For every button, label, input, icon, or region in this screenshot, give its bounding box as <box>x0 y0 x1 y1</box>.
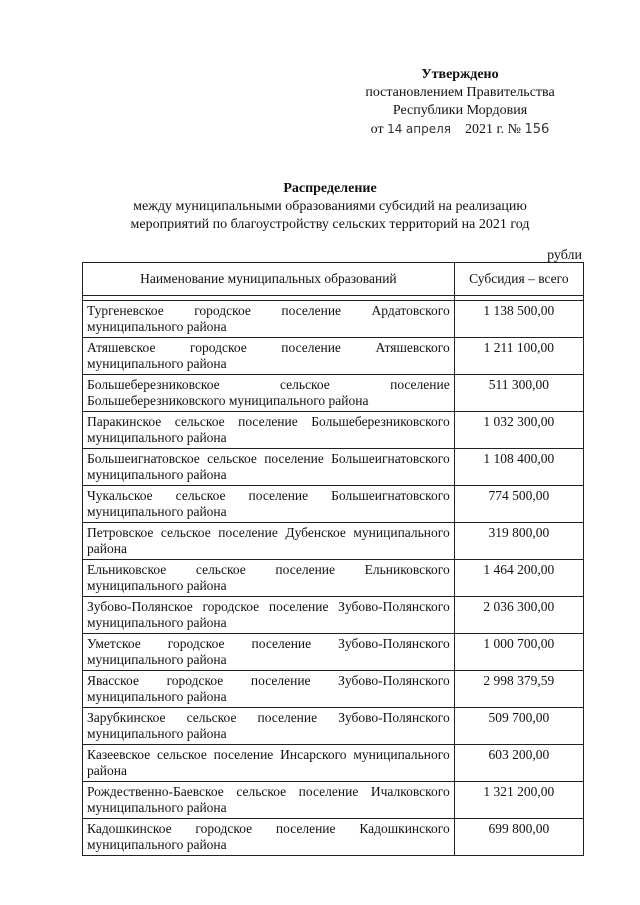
municipality-name: Зарубкинское сельское поселение Зубово-Полянского муниципального района <box>83 708 455 745</box>
date-month: апреля <box>405 122 451 136</box>
municipality-name: Рождественно-Баевское сельское поселение Ичалковского муниципального района <box>83 782 455 819</box>
table-row <box>83 338 584 375</box>
subsidy-amount: 699 800,00 <box>454 819 583 856</box>
subsidy-amount: 2 036 300,00 <box>454 597 583 634</box>
subsidy-amount: 1 211 100,00 <box>454 338 583 375</box>
table-row <box>83 449 584 486</box>
document-subtitle-1: между муниципальными образованиями субсидий на реализацию <box>133 199 527 214</box>
unit-label: рубли <box>547 248 582 263</box>
table-row <box>83 671 584 708</box>
subsidy-amount: 1 108 400,00 <box>454 449 583 486</box>
approval-date-line <box>340 120 580 139</box>
approval-line-1: постановлением Правительства <box>365 85 555 100</box>
subsidy-table <box>82 262 584 856</box>
table-body <box>83 296 584 856</box>
subsidy-amount: 319 800,00 <box>454 523 583 560</box>
date-year: 2021 г. № <box>464 122 521 137</box>
table-row <box>83 375 584 412</box>
subsidy-amount: 1 032 300,00 <box>454 412 583 449</box>
subsidy-amount: 509 700,00 <box>454 708 583 745</box>
approval-line-2: Республики Мордовия <box>392 103 528 118</box>
document-subtitle-2: мероприятий по благоустройству сельских территорий на 2021 год <box>130 217 530 232</box>
subsidy-amount: 1 321 200,00 <box>454 782 583 819</box>
municipality-name: Тургеневское городское поселение Ардатовского муниципального района <box>83 301 455 338</box>
approval-block <box>340 66 580 139</box>
subsidy-amount: 511 300,00 <box>454 375 583 412</box>
table-header-row <box>83 263 584 296</box>
approval-heading: Утверждено <box>421 67 499 82</box>
municipality-name: Атяшевское городское поселение Атяшевского муниципального района <box>83 338 455 375</box>
header-amount: Субсидия – всего <box>454 263 583 296</box>
subsidy-amount: 774 500,00 <box>454 486 583 523</box>
municipality-name: Казеевское сельское поселение Инсарского муниципального района <box>83 745 455 782</box>
municipality-name: Большеигнатовское сельское поселение Большеигнатовского муниципального района <box>83 449 455 486</box>
date-day: 14 <box>387 122 403 136</box>
table-row <box>83 597 584 634</box>
document-title: Распределение <box>283 181 377 196</box>
table-row <box>83 745 584 782</box>
municipality-name: Паракинское сельское поселение Большеберезниковского муниципального района <box>83 412 455 449</box>
municipality-name: Зубово-Полянское городское поселение Зубово-Полянского муниципального района <box>83 597 455 634</box>
municipality-name: Ельниковское сельское поселение Ельниковского муниципального района <box>83 560 455 597</box>
subsidy-amount: 1 000 700,00 <box>454 634 583 671</box>
municipality-name: Кадошкинское городское поселение Кадошкинского муниципального района <box>83 819 455 856</box>
table-row <box>83 301 584 338</box>
municipality-name: Явасское городское поселение Зубово-Полянского муниципального района <box>83 671 455 708</box>
subsidy-amount: 2 998 379,59 <box>454 671 583 708</box>
municipality-name: Петровское сельское поселение Дубенское муниципального района <box>83 523 455 560</box>
municipality-name: Уметское городское поселение Зубово-Полянского муниципального района <box>83 634 455 671</box>
subsidy-amount: 1 138 500,00 <box>454 301 583 338</box>
table-row <box>83 819 584 856</box>
subsidy-amount: 1 464 200,00 <box>454 560 583 597</box>
table-row <box>83 634 584 671</box>
municipality-name: Чукальское сельское поселение Большеигнатовского муниципального района <box>83 486 455 523</box>
header-name: Наименование муниципальных образований <box>83 263 455 296</box>
decree-number: 156 <box>524 122 550 137</box>
document-title-block <box>80 180 580 234</box>
table-row <box>83 560 584 597</box>
subsidy-amount: 603 200,00 <box>454 745 583 782</box>
table-row <box>83 782 584 819</box>
municipality-name: Большеберезниковское сельское поселение Большеберезниковского муниципального района <box>83 375 455 412</box>
table-row <box>83 486 584 523</box>
table-row <box>83 523 584 560</box>
date-prefix: от <box>370 122 384 137</box>
table-row <box>83 412 584 449</box>
table-row <box>83 708 584 745</box>
